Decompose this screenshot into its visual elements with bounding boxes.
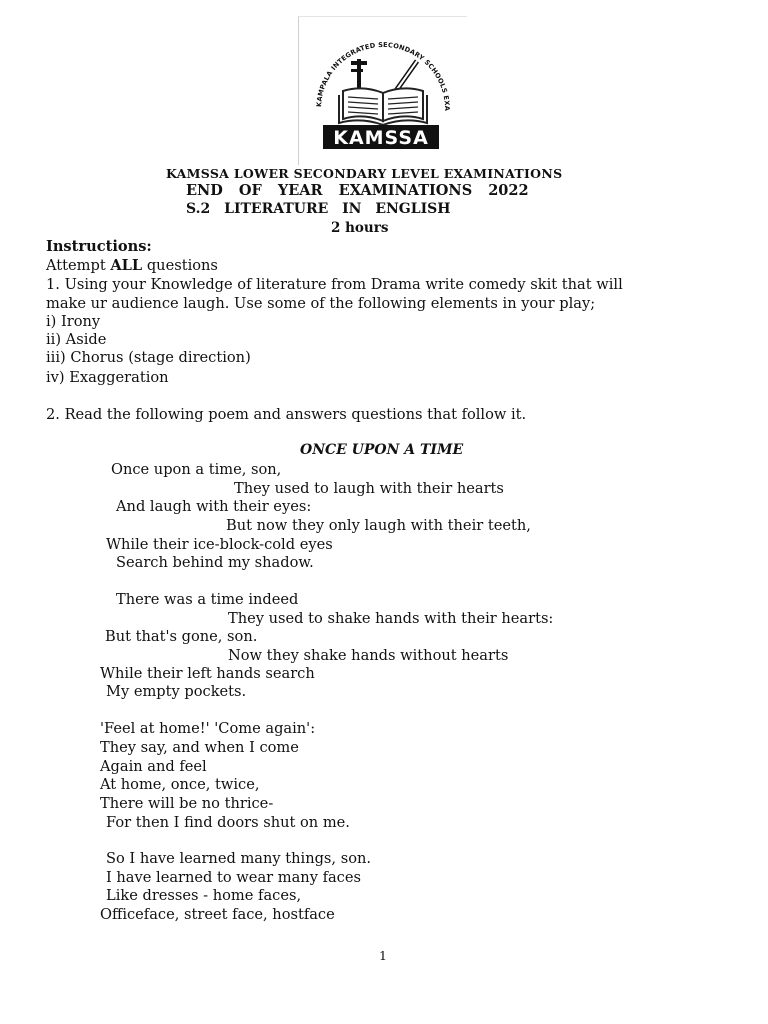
instructions-attempt xyxy=(46,257,218,274)
subject-title: S.2 LITERATURE IN ENGLISH xyxy=(186,201,451,217)
poem-line: Once upon a time, son, xyxy=(111,461,282,478)
poem-line: I have learned to wear many faces xyxy=(106,869,361,886)
poem-line: My empty pockets. xyxy=(106,683,247,700)
poem-line: Again and feel xyxy=(100,758,207,775)
question-1-line-1: 1. Using your Knowledge of literature from Drama write comedy skit that will xyxy=(46,276,623,293)
poem-line: But now they only laugh with their teeth, xyxy=(226,517,531,534)
poem-line: There will be no thrice- xyxy=(100,795,274,812)
poem-line: While their left hands search xyxy=(100,665,315,682)
poem-line: While their ice-block-cold eyes xyxy=(106,536,333,553)
question-2: 2. Read the following poem and answers questions that follow it. xyxy=(46,406,527,423)
kamssa-logo xyxy=(299,17,467,165)
poem-line: They say, and when I come xyxy=(100,739,299,756)
poem-line: At home, once, twice, xyxy=(100,776,260,793)
exam-body-title: KAMSSA LOWER SECONDARY LEVEL EXAMINATIONS xyxy=(166,166,563,181)
exam-duration: 2 hours xyxy=(331,220,389,236)
exam-title: END OF YEAR EXAMINATIONS 2022 xyxy=(186,182,529,199)
poem-line: So I have learned many things, son. xyxy=(106,850,372,867)
question-1-line-2: make ur audience laugh. Use some of the following elements in your play; xyxy=(46,295,596,312)
poem-line: And laugh with their eyes: xyxy=(116,498,312,515)
open-book-icon xyxy=(339,88,427,125)
question-1-item: iii) Chorus (stage direction) xyxy=(46,349,251,366)
question-1-item: ii) Aside xyxy=(46,331,107,348)
question-1-item: iv) Exaggeration xyxy=(46,369,169,386)
attempt-questions: questions xyxy=(142,257,218,274)
poem-line: Officeface, street face, hostface xyxy=(100,906,335,923)
poem-line: Now they shake hands without hearts xyxy=(228,647,509,664)
poem-line: There was a time indeed xyxy=(116,591,299,608)
attempt-text: Attempt xyxy=(46,257,111,274)
poem-line: For then I find doors shut on me. xyxy=(106,814,350,831)
question-1-item: i) Irony xyxy=(46,313,101,330)
instructions-heading: Instructions: xyxy=(46,238,152,255)
poem-line: Search behind my shadow. xyxy=(116,554,314,571)
attempt-all: ALL xyxy=(110,257,143,274)
page-number: 1 xyxy=(379,948,387,963)
poem-line: They used to laugh with their hearts xyxy=(234,480,504,497)
poem-line: They used to shake hands with their hearts: xyxy=(228,610,554,627)
poem-title: ONCE UPON A TIME xyxy=(300,442,464,458)
poem-line: But that's gone, son. xyxy=(105,628,258,645)
logo-wordmark: KAMSSA xyxy=(333,127,429,149)
logo-frame xyxy=(298,16,467,165)
key-icon xyxy=(351,59,367,89)
poem-line: 'Feel at home!' 'Come again': xyxy=(100,720,316,737)
logo-ring-text: KAMPALA INTEGRATED SECONDARY SCHOOLS EXA xyxy=(314,40,452,112)
poem-line: Like dresses - home faces, xyxy=(106,887,302,904)
